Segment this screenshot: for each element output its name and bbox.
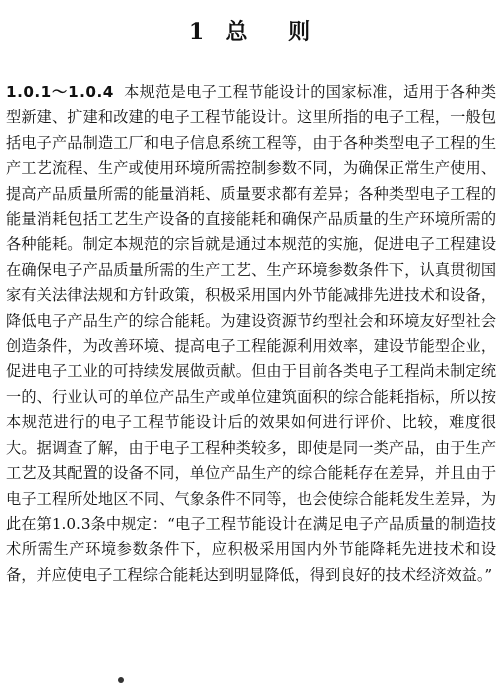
clause-paragraph [6,80,496,588]
clause-number: 1.0.1～1.0.4 [6,83,114,101]
page-mark [118,677,124,683]
chapter-title: 1 总 则 [188,18,313,45]
clause-text: 本规范是电子工程节能设计的国家标准，适用于各种类型新建、扩建和改建的电子工程节能设计。这里所指的电子工程，一般包括电子产品制造工厂和电子信息系统工程等，由于各种类型电子工程的生产工艺流程、生产或使用环境所需控制参数不同，为确保正常生产使用、提高产品质量所需的能量消耗、质量要求都有差异；各种类型电子工程的能量消耗包括工艺生产设备的直接能耗和确保产品质量的生产环境所需的各种能耗。制定本规范的宗旨就是通过本规范的实施，促进电子工程建设在确保电子产品质量所需的生产工艺、生产环境参数条件下，认真贯彻国家有关法律法规和方针政策，积极采用国内外节能减排先进技术和设备，降低电子产品生产的综合能耗。为建设资源节约型社会和环境友好型社会创造条件，为改善环境、提高电子工程能源利用效率，建设节能型企业，促进电子工业的可持续发展做贡献。但由于目前各类电子工程尚未制定统一的、行业认可的单位产品生产或单位建筑面积的综合能耗指标，所以按本规范进行的电子工程节能设计后的效果如何进行评价、比较，难度很大。据调查了解，由于电子工程种类较多，即使是同一类产品，由于生产工艺及其配置的设备不同，单位产品生产的综合能耗存在差异，并且由于电子工程所处地区不同、气象条件不同等，也会使综合能耗发生差异，为此在第1.0.3条中规定：“电子工程节能设计在满足电子产品质量的制造技术所需生产环境参数条件下，应积极采用国内外节能降耗先进技术和设备，并应使电子工程综合能耗达到明显降低，得到良好的技术经济效益。” [6,83,496,584]
